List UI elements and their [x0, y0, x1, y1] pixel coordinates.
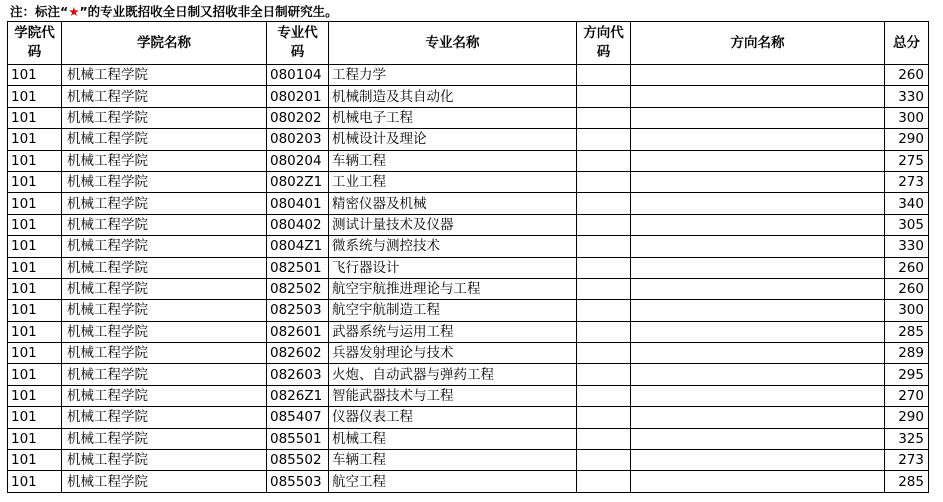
cell-major-code: 080402	[267, 214, 329, 235]
cell-major-code: 085503	[267, 471, 329, 492]
cell-total: 285	[885, 471, 929, 492]
cell-direction-name	[631, 86, 885, 107]
table-row	[8, 214, 929, 235]
cell-direction-name	[631, 129, 885, 150]
cell-major-code: 082503	[267, 300, 329, 321]
cell-direction-code	[577, 278, 631, 299]
cell-direction-code	[577, 407, 631, 428]
table-row	[8, 278, 929, 299]
cell-total: 275	[885, 150, 929, 171]
cell-direction-code	[577, 300, 631, 321]
cell-direction-code	[577, 450, 631, 471]
header-major-name: 专业名称	[329, 22, 577, 65]
cell-major-name: 测试计量技术及仪器	[329, 214, 577, 235]
cell-major-name: 航空宇航制造工程	[329, 300, 577, 321]
cell-major-name: 航空工程	[329, 471, 577, 492]
cell-total: 260	[885, 257, 929, 278]
table-row	[8, 300, 929, 321]
cell-direction-code	[577, 107, 631, 128]
header-direction-code: 方向代码	[577, 22, 631, 65]
cell-direction-name	[631, 321, 885, 342]
cell-major-code: 080401	[267, 193, 329, 214]
cell-major-name: 工业工程	[329, 171, 577, 192]
cell-major-code: 082502	[267, 278, 329, 299]
cell-college-code: 101	[8, 107, 62, 128]
note-prefix: 注：标注“	[10, 4, 69, 19]
cell-major-name: 智能武器技术与工程	[329, 385, 577, 406]
table-row	[8, 193, 929, 214]
table-body	[8, 65, 929, 493]
cell-total: 260	[885, 65, 929, 86]
table-row	[8, 385, 929, 406]
cell-total: 273	[885, 450, 929, 471]
cell-college-name: 机械工程学院	[62, 193, 267, 214]
table-row	[8, 428, 929, 449]
cell-major-name: 飞行器设计	[329, 257, 577, 278]
table-note	[10, 2, 338, 22]
cell-total: 295	[885, 364, 929, 385]
table-row	[8, 150, 929, 171]
cell-major-name: 机械制造及其自动化	[329, 86, 577, 107]
cell-direction-code	[577, 321, 631, 342]
table-row	[8, 65, 929, 86]
cell-major-code: 082601	[267, 321, 329, 342]
cell-total: 290	[885, 407, 929, 428]
cell-college-code: 101	[8, 214, 62, 235]
cell-college-name: 机械工程学院	[62, 300, 267, 321]
cell-direction-name	[631, 450, 885, 471]
cell-total: 300	[885, 300, 929, 321]
cell-major-name: 车辆工程	[329, 450, 577, 471]
cell-direction-name	[631, 236, 885, 257]
star-icon: ★	[68, 4, 80, 19]
cell-direction-name	[631, 193, 885, 214]
cell-college-code: 101	[8, 471, 62, 492]
cell-college-code: 101	[8, 300, 62, 321]
cell-college-code: 101	[8, 86, 62, 107]
cell-major-code: 0826Z1	[267, 385, 329, 406]
cell-college-code: 101	[8, 150, 62, 171]
cell-college-code: 101	[8, 193, 62, 214]
cell-major-code: 080104	[267, 65, 329, 86]
cell-major-code: 085502	[267, 450, 329, 471]
table-row	[8, 171, 929, 192]
cell-college-code: 101	[8, 385, 62, 406]
cell-total: 285	[885, 321, 929, 342]
cell-college-code: 101	[8, 129, 62, 150]
cell-direction-name	[631, 428, 885, 449]
cell-total: 305	[885, 214, 929, 235]
cell-direction-code	[577, 65, 631, 86]
cell-direction-name	[631, 300, 885, 321]
cell-direction-name	[631, 107, 885, 128]
cell-direction-name	[631, 171, 885, 192]
cell-college-code: 101	[8, 65, 62, 86]
cell-direction-code	[577, 86, 631, 107]
cell-direction-code	[577, 385, 631, 406]
cell-major-name: 武器系统与运用工程	[329, 321, 577, 342]
table-row	[8, 129, 929, 150]
cell-direction-name	[631, 257, 885, 278]
cell-major-name: 仪器仪表工程	[329, 407, 577, 428]
cell-college-name: 机械工程学院	[62, 471, 267, 492]
table-row	[8, 450, 929, 471]
cell-college-name: 机械工程学院	[62, 150, 267, 171]
cell-direction-code	[577, 214, 631, 235]
cell-direction-code	[577, 236, 631, 257]
cell-direction-code	[577, 364, 631, 385]
cell-total: 260	[885, 278, 929, 299]
cell-major-name: 精密仪器及机械	[329, 193, 577, 214]
score-table	[7, 21, 929, 493]
cell-college-name: 机械工程学院	[62, 364, 267, 385]
cell-direction-name	[631, 278, 885, 299]
cell-direction-code	[577, 471, 631, 492]
cell-direction-code	[577, 257, 631, 278]
table-row	[8, 107, 929, 128]
cell-major-name: 机械设计及理论	[329, 129, 577, 150]
cell-direction-name	[631, 471, 885, 492]
cell-major-name: 车辆工程	[329, 150, 577, 171]
cell-direction-code	[577, 343, 631, 364]
table-row	[8, 407, 929, 428]
cell-college-name: 机械工程学院	[62, 236, 267, 257]
cell-direction-name	[631, 150, 885, 171]
table-row	[8, 321, 929, 342]
cell-direction-code	[577, 171, 631, 192]
table-row	[8, 257, 929, 278]
cell-major-code: 0802Z1	[267, 171, 329, 192]
cell-college-name: 机械工程学院	[62, 321, 267, 342]
cell-direction-name	[631, 343, 885, 364]
header-total: 总分	[885, 22, 929, 65]
cell-major-name: 航空宇航推进理论与工程	[329, 278, 577, 299]
cell-college-code: 101	[8, 407, 62, 428]
cell-total: 330	[885, 86, 929, 107]
cell-major-code: 082602	[267, 343, 329, 364]
table-row	[8, 364, 929, 385]
cell-college-name: 机械工程学院	[62, 86, 267, 107]
cell-major-code: 085501	[267, 428, 329, 449]
cell-major-name: 机械电子工程	[329, 107, 577, 128]
header-college-code: 学院代码	[8, 22, 62, 65]
cell-major-code: 080203	[267, 129, 329, 150]
cell-direction-code	[577, 129, 631, 150]
cell-direction-code	[577, 428, 631, 449]
cell-college-code: 101	[8, 236, 62, 257]
cell-college-code: 101	[8, 450, 62, 471]
cell-major-name: 兵器发射理论与技术	[329, 343, 577, 364]
cell-direction-name	[631, 364, 885, 385]
cell-major-code: 0804Z1	[267, 236, 329, 257]
cell-total: 330	[885, 236, 929, 257]
cell-major-name: 火炮、自动武器与弹药工程	[329, 364, 577, 385]
note-suffix: ”的专业既招收全日制又招收非全日制研究生。	[79, 4, 338, 19]
cell-college-name: 机械工程学院	[62, 278, 267, 299]
cell-college-name: 机械工程学院	[62, 107, 267, 128]
cell-direction-code	[577, 193, 631, 214]
cell-college-code: 101	[8, 364, 62, 385]
cell-college-name: 机械工程学院	[62, 129, 267, 150]
cell-major-name: 微系统与测控技术	[329, 236, 577, 257]
cell-college-code: 101	[8, 321, 62, 342]
table-row	[8, 86, 929, 107]
cell-direction-name	[631, 385, 885, 406]
table-row	[8, 471, 929, 492]
cell-college-code: 101	[8, 428, 62, 449]
cell-college-code: 101	[8, 257, 62, 278]
cell-college-name: 机械工程学院	[62, 65, 267, 86]
cell-college-name: 机械工程学院	[62, 428, 267, 449]
cell-college-code: 101	[8, 343, 62, 364]
cell-total: 325	[885, 428, 929, 449]
cell-major-code: 085407	[267, 407, 329, 428]
cell-direction-name	[631, 65, 885, 86]
cell-direction-name	[631, 407, 885, 428]
cell-major-name: 机械工程	[329, 428, 577, 449]
cell-college-name: 机械工程学院	[62, 407, 267, 428]
cell-major-code: 082603	[267, 364, 329, 385]
cell-college-name: 机械工程学院	[62, 171, 267, 192]
cell-total: 273	[885, 171, 929, 192]
cell-college-name: 机械工程学院	[62, 214, 267, 235]
cell-total: 290	[885, 129, 929, 150]
cell-major-code: 082501	[267, 257, 329, 278]
cell-college-name: 机械工程学院	[62, 343, 267, 364]
cell-college-name: 机械工程学院	[62, 385, 267, 406]
cell-college-name: 机械工程学院	[62, 257, 267, 278]
header-college-name: 学院名称	[62, 22, 267, 65]
cell-total: 270	[885, 385, 929, 406]
cell-major-code: 080204	[267, 150, 329, 171]
cell-direction-name	[631, 214, 885, 235]
cell-major-code: 080202	[267, 107, 329, 128]
header-direction-name: 方向名称	[631, 22, 885, 65]
table-row	[8, 236, 929, 257]
cell-total: 300	[885, 107, 929, 128]
cell-direction-code	[577, 150, 631, 171]
header-major-code: 专业代码	[267, 22, 329, 65]
cell-major-name: 工程力学	[329, 65, 577, 86]
table-header-row	[8, 22, 929, 65]
cell-total: 289	[885, 343, 929, 364]
table-row	[8, 343, 929, 364]
cell-college-code: 101	[8, 278, 62, 299]
cell-major-code: 080201	[267, 86, 329, 107]
cell-total: 340	[885, 193, 929, 214]
cell-college-name: 机械工程学院	[62, 450, 267, 471]
cell-college-code: 101	[8, 171, 62, 192]
